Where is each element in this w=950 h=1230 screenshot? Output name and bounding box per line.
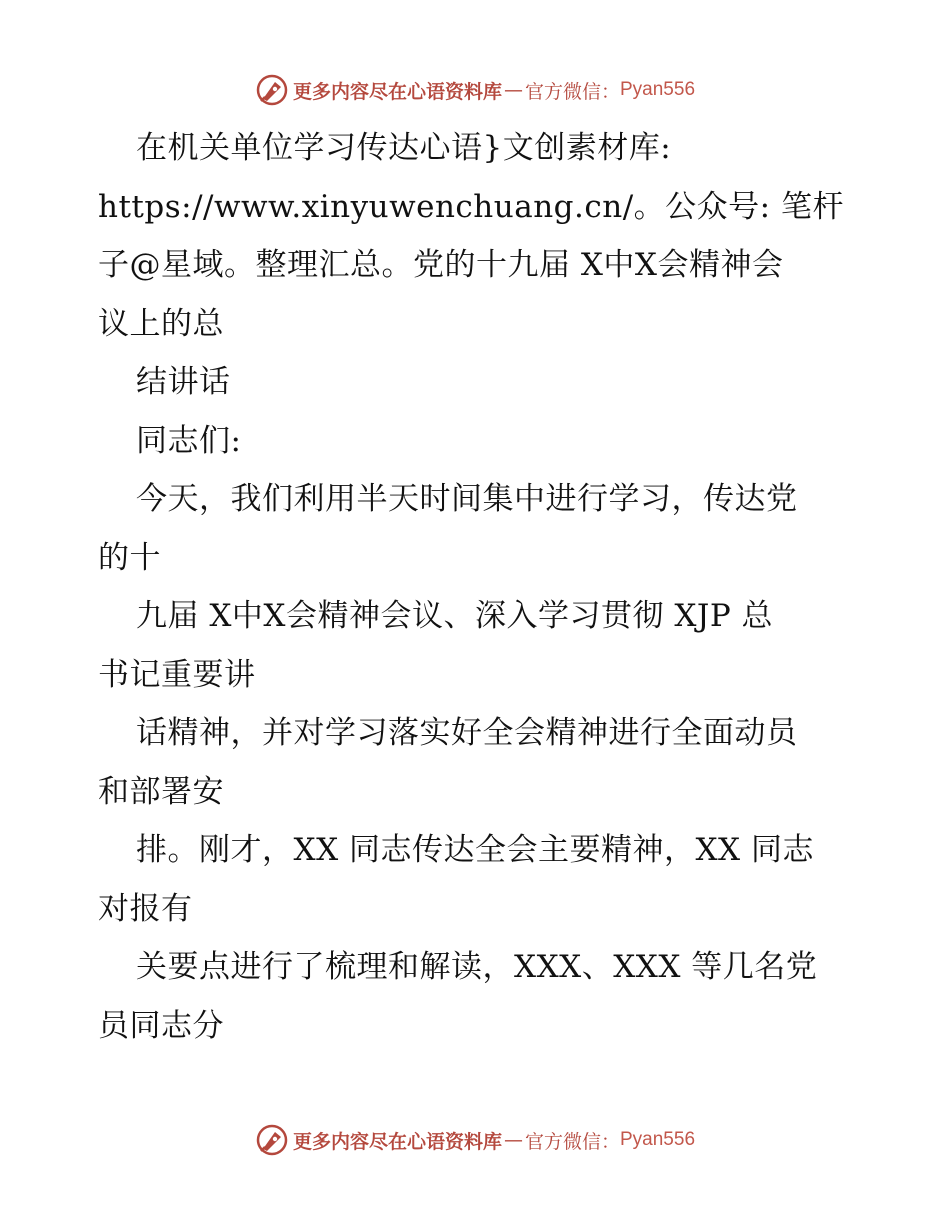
- text-line: 结讲话: [136, 364, 231, 400]
- footer-watermark: [0, 1120, 950, 1160]
- watermark-brand: 更多内容尽在心语资料库: [292, 1130, 502, 1153]
- watermark-wechat-id: Pyan556: [620, 79, 696, 100]
- pen-nib-circle-logo-icon: [255, 1123, 289, 1157]
- text-line: 同志们:: [136, 422, 242, 459]
- watermark-separator: —: [503, 79, 523, 101]
- pen-nib-circle-logo-icon: [255, 73, 289, 107]
- text-line: 九届 X中X会精神会议、深入学习贯彻 XJP 总: [136, 598, 774, 634]
- text-line: 员同志分: [98, 1007, 224, 1044]
- watermark-wechat-id: Pyan556: [620, 1129, 696, 1150]
- text-line: 的十: [98, 539, 161, 576]
- text-line: 在机关单位学习传达心语}文创素材库:: [136, 130, 672, 166]
- text-line: 关要点进行了梳理和解读，XXX、XXX 等几名党: [136, 949, 818, 985]
- watermark-separator: —: [503, 1129, 523, 1151]
- text-line: 议上的总: [98, 305, 224, 342]
- text-line: 子@星域。整理汇总。党的十九届 X中X会精神会: [98, 247, 784, 283]
- watermark-brand: 更多内容尽在心语资料库: [292, 80, 502, 103]
- header-watermark: [0, 70, 950, 110]
- text-line: 今天，我们利用半天时间集中进行学习，传达党: [136, 481, 798, 517]
- watermark-wechat-label: 官方微信：: [524, 80, 620, 103]
- watermark-wechat-label: 官方微信：: [524, 1130, 620, 1153]
- document-body: [98, 119, 858, 1055]
- text-line: 书记重要讲: [98, 656, 256, 693]
- text-line: 排。刚才，XX 同志传达全会主要精神，XX 同志: [136, 832, 814, 868]
- text-line: 话精神，并对学习落实好全会精神进行全面动员: [136, 715, 798, 751]
- text-line: 对报有: [98, 890, 193, 927]
- text-line: 和部署安: [98, 773, 224, 810]
- text-line: https://www.xinyuwenchuang.cn/。公众号: 笔杆: [98, 188, 844, 225]
